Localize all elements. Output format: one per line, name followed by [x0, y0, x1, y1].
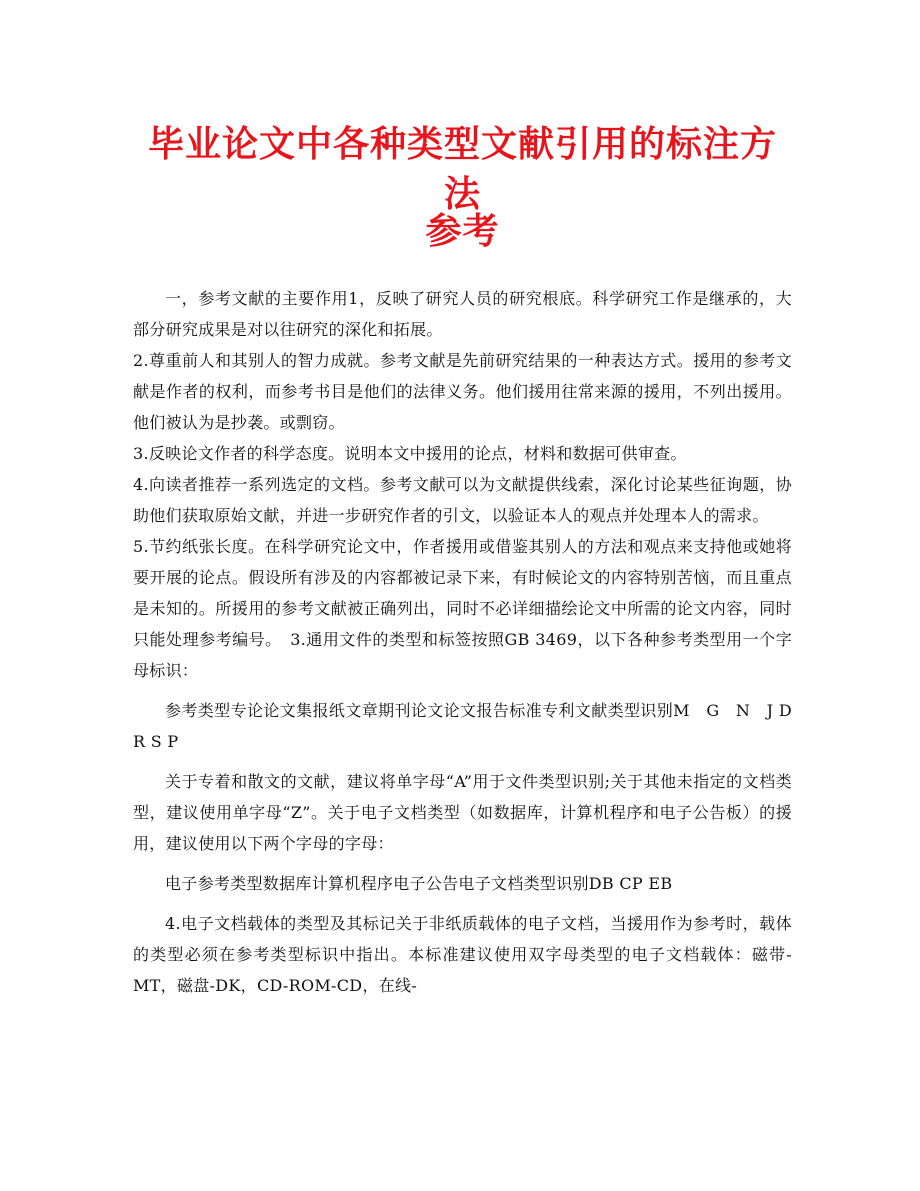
paragraph-3: 3.反映论文作者的科学态度。说明本文中援用的论点，材料和数据可供审查。	[133, 444, 687, 463]
document-title	[133, 120, 792, 257]
document-body	[133, 283, 792, 1001]
paragraph-5: 5.节约纸张长度。在科学研究论文中，作者援用或借鉴其别人的方法和观点来支持他或她将要开展的论点。假设所有涉及的内容都被记录下来，有时候论文的内容特别苦恼，而且重点是未知的。所援用的参考文献被正确列出，同时不必详细描绘论文中所需的论文内容，同时只能处理参考编号。 3.通用文件的类型和标签按照GB 3469，以下各种参考类型用一个字母标识：	[133, 537, 792, 680]
title-line-2: 参考	[425, 211, 500, 252]
paragraph-4: 4.向读者推荐一系列选定的文档。参考文献可以为文献提供线索，深化讨论某些征询题，协助他们获取原始文献，并进一步研究作者的引文，以验证本人的观点并处理本人的需求。	[133, 475, 792, 525]
paragraph-1: 一，参考文献的主要作用1，反映了研究人员的研究根底。科学研究工作是继承的，大部分研究成果是对以往研究的深化和拓展。	[133, 289, 792, 339]
title-line-1: 毕业论文中各种类型文献引用的标注方法	[147, 124, 777, 215]
paragraph-6: 参考类型专论论文集报纸文章期刊论文论文报告标准专利文献类型识别M G N J D R S P	[133, 701, 792, 751]
paragraph-2: 2.尊重前人和其别人的智力成就。参考文献是先前研究结果的一种表达方式。援用的参考文献是作者的权利，而参考书目是他们的法律义务。他们援用往常来源的援用，不列出援用。他们被认为是抄袭。或剽窃。	[133, 351, 792, 432]
paragraph-9: 4.电子文档载体的类型及其标记关于非纸质载体的电子文档，当援用作为参考时，载体的类型必须在参考类型标识中指出。本标准建议使用双字母类型的电子文档载体：磁带-MT，磁盘-DK，CD-ROM-CD，在线-	[133, 914, 792, 995]
paragraph-8: 电子参考类型数据库计算机程序电子公告电子文档类型识别DB CP EB	[165, 874, 673, 893]
paragraph-7: 关于专着和散文的文献，建议将单字母“A”用于文件类型识别;关于其他未指定的文档类型，建议使用单字母“Z”。关于电子文档类型（如数据库，计算机程序和电子公告板）的援用，建议使用以下两个字母的字母：	[133, 772, 792, 853]
